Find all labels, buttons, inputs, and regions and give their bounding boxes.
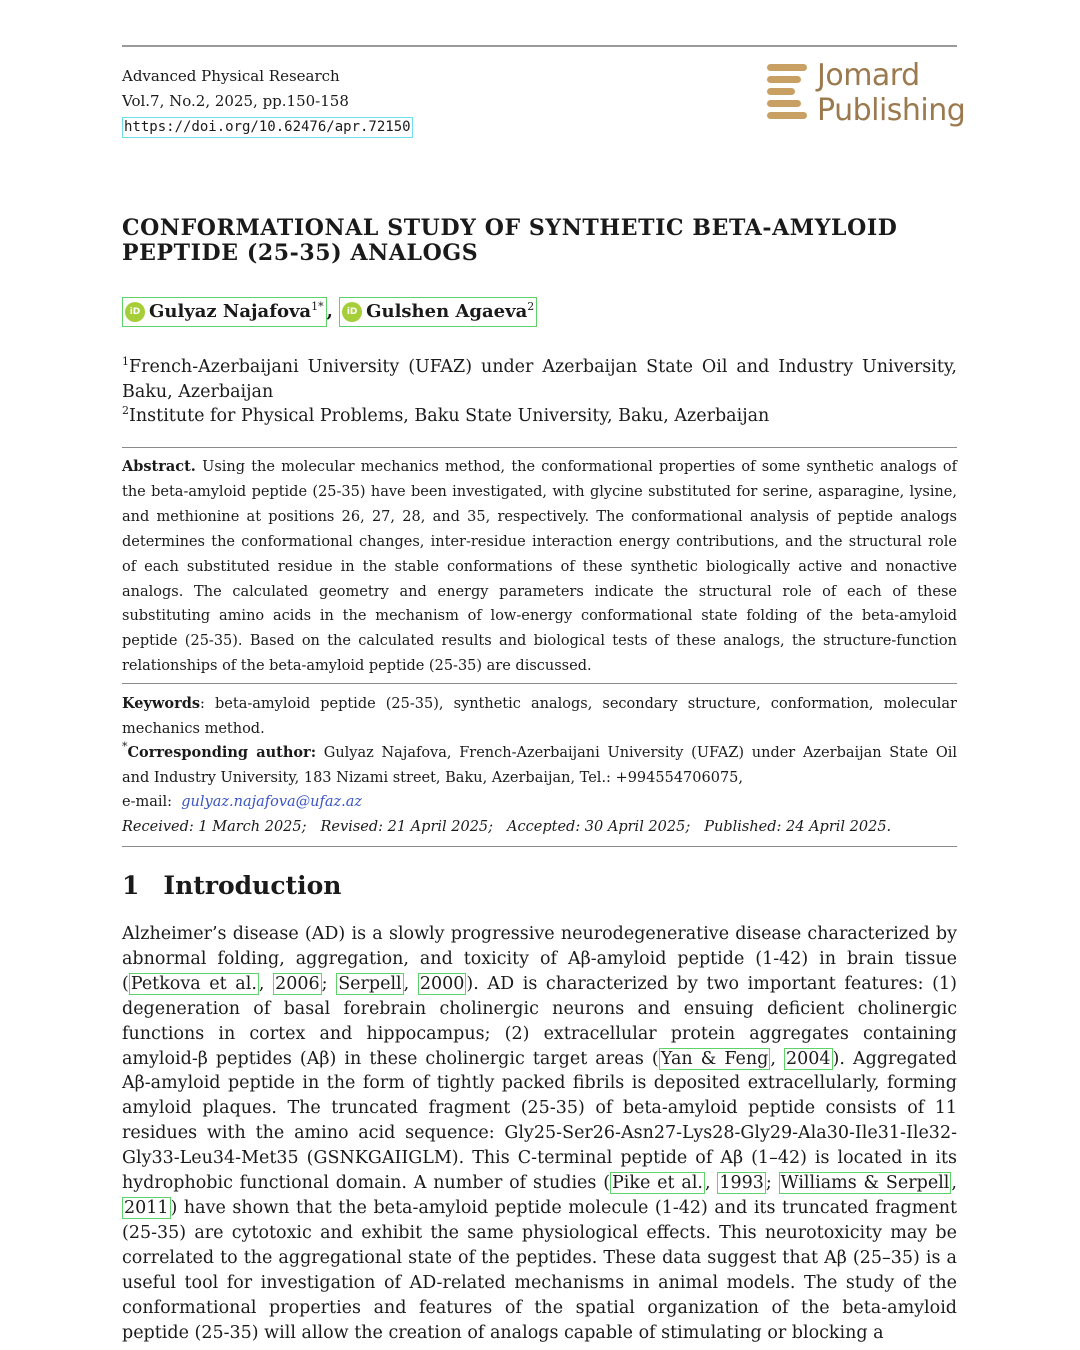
affiliation-2: $^2$Institute for Physical Problems, Baku State University, Baku, Azerbaijan bbox=[122, 404, 770, 426]
section-number: 1 bbox=[122, 871, 140, 900]
citation-link[interactable]: 2011 bbox=[124, 1197, 169, 1218]
journal-name: Advanced Physical Research bbox=[122, 67, 340, 85]
doi-link[interactable]: https://doi.org/10.62476/apr.72150 bbox=[122, 117, 413, 138]
logo-line1: Jomard bbox=[817, 58, 920, 93]
corresponding-text: Gulyaz Najafova, French-Azerbaijani University (UFAZ) under Azerbaijan State Oil and Industry University, 183 Nizami street, Baku, Azerbaijan, Tel.: +994554706075, bbox=[122, 745, 957, 786]
citation-link[interactable]: 1993 bbox=[719, 1173, 764, 1194]
author-1-name: Gulyaz Najafova bbox=[149, 301, 312, 322]
date-published: Published: 24 April 2025. bbox=[704, 818, 892, 835]
corresponding-label: Corresponding author: bbox=[127, 744, 317, 762]
date-accepted: Accepted: 30 April 2025; bbox=[507, 818, 691, 835]
logo-line2: Publishing bbox=[817, 93, 966, 128]
dates-line bbox=[122, 815, 957, 840]
orcid-icon: iD bbox=[342, 302, 362, 322]
author-2-name: Gulshen Agaeva bbox=[366, 301, 528, 322]
abstract-top-rule bbox=[122, 447, 957, 448]
paper-page bbox=[122, 0, 966, 1350]
citation-link[interactable]: Serpell bbox=[338, 973, 402, 994]
keywords-label: Keywords bbox=[122, 695, 201, 712]
citation-link[interactable]: 2000 bbox=[419, 973, 465, 994]
citation-link[interactable]: Pike et al. bbox=[612, 1173, 703, 1194]
abstract bbox=[122, 455, 957, 679]
keywords bbox=[122, 692, 957, 741]
citation-link[interactable]: Williams & Serpell bbox=[780, 1173, 950, 1194]
author-2[interactable] bbox=[339, 297, 537, 327]
author-list bbox=[122, 297, 537, 327]
paper-title: CONFORMATIONAL STUDY OF SYNTHETIC BETA-AMYLOID PEPTIDE (25-35) ANALOGS bbox=[122, 215, 898, 266]
author-1[interactable] bbox=[122, 297, 327, 327]
top-rule bbox=[122, 45, 957, 47]
keywords-text: : beta-amyloid peptide (25-35), synthetic analogs, secondary structure, conformation, molecular mechanics method. bbox=[122, 696, 957, 737]
author-separator: , bbox=[326, 301, 340, 322]
journal-volume: Vol.7, No.2, 2025, pp.150-158 bbox=[122, 92, 349, 110]
citation-link[interactable]: 2006 bbox=[275, 973, 320, 994]
date-revised: Revised: 21 April 2025; bbox=[320, 818, 494, 835]
abstract-bottom-rule bbox=[122, 683, 957, 684]
section-title: Introduction bbox=[163, 871, 342, 900]
author-2-sup: 2 bbox=[527, 300, 535, 313]
logo-text bbox=[817, 58, 965, 128]
author-1-sup: 1* bbox=[311, 300, 324, 313]
affiliation-1: $^1$French-Azerbaijani University (UFAZ) under Azerbaijan State Oil and Industry University, Baku, Azerbaijan bbox=[122, 355, 957, 402]
front-matter-bottom-rule bbox=[122, 846, 957, 847]
orcid-icon: iD bbox=[125, 302, 145, 322]
abstract-text: Using the molecular mechanics method, the conformational properties of some synthetic analogs of the beta-amyloid peptide (25-35) have been investigated, with glycine substituted for serine, asparagine, lysine, and methionine at positions 26, 27, 28, and 35, respectively. The conformational analysis of peptide analogs determines the conformational changes, inter-residue interaction energy contributions, and the structural role of each substituted residue in the stable conformations of these synthetic biologically active and nonactive analogs. The calculated geometry and energy parameters indicate the structural role of each of these substituting amino acids in the mechanism of low-energy conformational state folding of the beta-amyloid peptide (25-35). Based on the calculated results and biological tests of these analogs, the structure-function relationships of the beta-amyloid peptide (25-35) are discussed. bbox=[122, 459, 957, 675]
introduction-text: Alzheimer’s disease (AD) is a slowly progressive neurodegenerative disease characterized by abnormal folding, aggregation, and toxicity of Aβ-amyloid peptide (1-42) in brain tissue ( Petkova et al. , 2006 ; Serpell , 2000 ). AD is characterized by two important features: (1) degeneration of basal forebrain cholinergic neurons and ensuing deficient cholinergic functions in cortex and hippocampus; (2) extracellular protein aggregates containing amyloid-β peptides (Aβ) in these cholinergic target areas ( Yan & Feng , 2004 ). Aggregated Aβ-amyloid peptide in the form of tightly packed fibrils is deposited extracellularly, forming amyloid plaques. The truncated fragment (25-35) of beta-amyloid peptide consists of 11 residues with the amino acid sequence: Gly25-Ser26-Asn27-Lys28-Gly29-Ala30-Ile31-Ile32-Gly33-Leu34-Met35 (GSNKGAIIGLM). This C-terminal peptide of Aβ (1–42) is located in its hydrophobic functional domain. A number of studies ( Pike et al. , 1993 ; Williams & Serpell , 2011 ) have shown that the beta-amyloid peptide molecule (1-42) and its truncated fragment (25-35) are cytotoxic and exhibit the same physiological effects. This neurotoxicity may be correlated to the aggregational state of the peptides. These data suggest that Aβ (25–35) is a useful tool for investigation of AD-related mechanisms in animal models. The study of the conformational properties and features of the spatial organization of the beta-amyloid peptide (25-35) will allow the creation of analogs capable of stimulating or blocking a bbox=[122, 924, 957, 1343]
citation-link[interactable]: 2004 bbox=[786, 1048, 831, 1069]
corresponding-author: *Corresponding author: Gulyaz Najafova, French-Azerbaijani University (UFAZ) under Azerbaijan State Oil and Industry University, 183 Nizami street, Baku, Azerbaijan, Tel.: +994554706075, bbox=[122, 740, 957, 786]
logo-bars-icon bbox=[767, 64, 809, 124]
citation-link[interactable]: Yan & Feng bbox=[660, 1048, 769, 1069]
section-heading bbox=[122, 871, 341, 900]
citation-link[interactable]: Petkova et al. bbox=[130, 973, 257, 994]
journal-info bbox=[122, 64, 413, 139]
affiliations bbox=[122, 355, 957, 429]
email-link[interactable]: gulyaz.najafova@ufaz.az bbox=[181, 794, 363, 811]
front-matter-notes bbox=[122, 692, 957, 840]
abstract-label: Abstract. bbox=[122, 458, 196, 475]
email-line: e-mail: gulyaz.najafova@ufaz.az bbox=[122, 794, 363, 811]
date-received: Received: 1 March 2025; bbox=[122, 818, 307, 835]
publisher-logo bbox=[767, 58, 966, 130]
